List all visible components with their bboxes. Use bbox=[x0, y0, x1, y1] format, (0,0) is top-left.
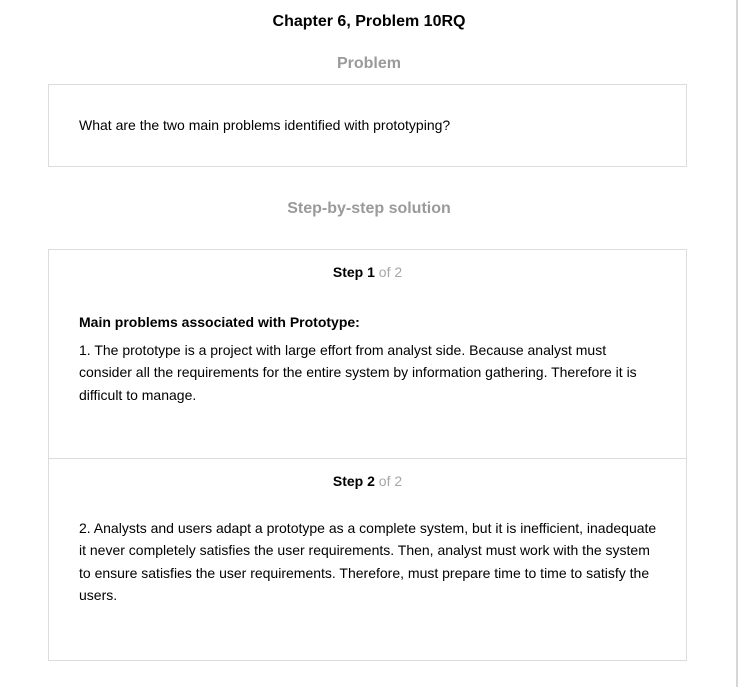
step-1 bbox=[49, 250, 686, 459]
step-word: Step bbox=[332, 264, 364, 280]
step-of-total: of 2 bbox=[378, 264, 403, 280]
solution-heading: Step-by-step solution bbox=[287, 200, 451, 217]
step-2-text: 2. Analysts and users adapt a prototype as a complete system, but it is inefficient, inadequate it never completely satisfies the user requirements. Then, analyst must work with the system to ensure satisfies the user requirements. Therefore, must prepare time to time to satisfy the users. bbox=[79, 520, 657, 604]
step-2-label bbox=[49, 472, 686, 490]
chapter-title: Chapter 6, Problem 10RQ bbox=[272, 13, 466, 30]
step-1-heading: Main problems associated with Prototype: bbox=[79, 314, 360, 330]
step-of-total: of 2 bbox=[378, 473, 403, 489]
step-2 bbox=[49, 459, 686, 660]
solution-steps-box bbox=[48, 249, 687, 661]
step-1-label bbox=[49, 263, 686, 281]
problem-heading: Problem bbox=[336, 55, 401, 72]
step-word: Step bbox=[332, 473, 364, 489]
step-number: 1 bbox=[367, 264, 375, 280]
step-number: 2 bbox=[367, 473, 375, 489]
problem-box bbox=[48, 84, 687, 167]
problem-question: What are the two main problems identified with prototyping? bbox=[79, 117, 451, 133]
step-1-text: 1. The prototype is a project with large effort from analyst side. Because analyst must consider all the requirements for the entire system by information gathering. Therefore it is difficult to manage. bbox=[79, 342, 637, 403]
